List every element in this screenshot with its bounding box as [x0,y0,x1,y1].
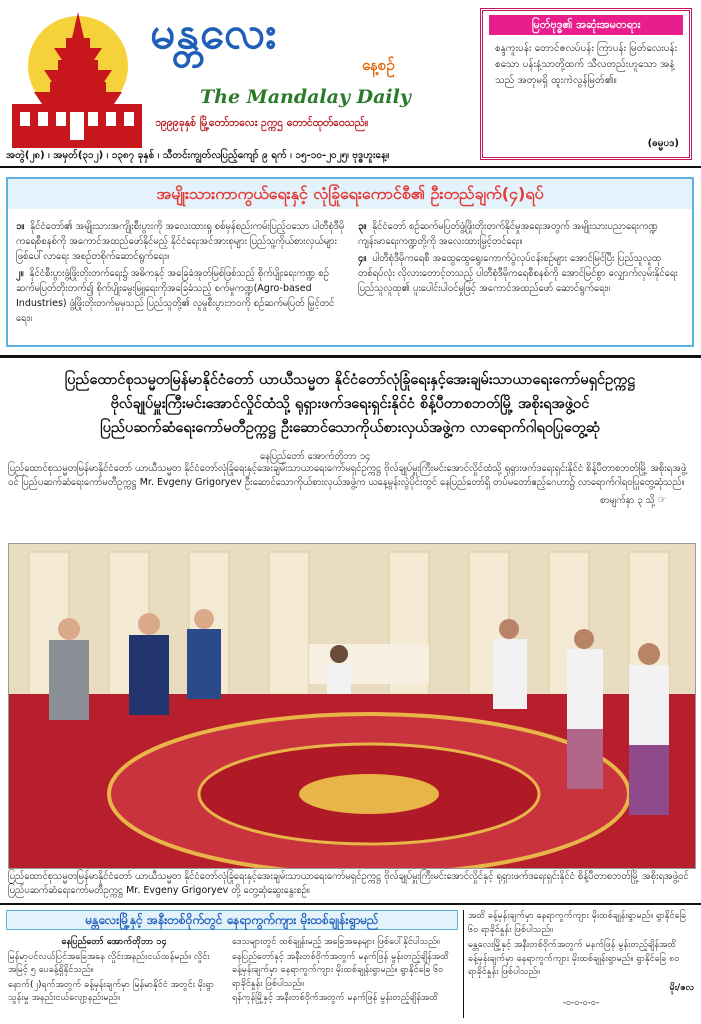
weather-paragraph: နောက်(၂)ရက်အတွက် ခန့်မှန်းချက်မှာ မြန်မာနိုင်ငံ အတွင်း မိုးရွာသွန်းမှု အနည်းငယ်လျော့နည်းမည်။ [8,979,215,1003]
buddha-teaching-title: မြတ်ဗုဒ္ဓ၏ အဆုံးအမတရား [489,15,683,35]
divider [0,166,701,168]
palace-logo-icon [6,8,146,158]
objectives-box [6,177,694,347]
headline-line: ပြည်ပဆက်ဆံရေးကော်မတီဥက္ကဋ္ဌ ဦးဆောင်သောကိုယ်စားလှယ်အဖွဲ့က လာရောက်ဂါရဝပြုတွေ့ဆုံ [100,420,600,436]
weather-paragraph: မန္တလေးမြို့နှင့် အနီးတစ်ဝိုက်အတွက် မနက်ဖြန် မွန်းတည့်ချိန်အထိ ခန့်မှန်းချက်မှာ နေရာကွက်ကျား မိုးထစ်ချုန်းရွာမည်။ ရွာနိုင်ခြေ ၈၀ ရာခိုင်နှုန်း ဖြစ်ပါသည်။ [468,940,680,977]
weather-column-3 [468,910,694,1013]
objective-item: ၃။ နိုင်ငံတော် စဉ်ဆက်မပြတ်ဖွံ့ဖြိုးတိုးတက်နိုင်မှုအရေးအတွက် အမျိုးသားပညာရေးကဏ္ဍ ကျန်းမာရေးကဏ္ဍတို့ကို အလေးထားမြှင့်တင်ရေး။ [358,221,658,247]
objective-item: ၄။ ပါတီစုံဒီမိုကရေစီ အထွေထွေရွေးကောက်ပွဲလုပ်ငန်းစဉ်များ အောင်မြင်ပြီး ပြည်သူလူထုတစ်ရပ်လုံး လိုလားတောင့်တသည့် ပါတီစုံဒီမိုကရေစီစနစ်ကို အောင်မြင်စွာ လျှောက်လှမ်းနိုင်ရေး ပြည်သူလူထု၏ ပူးပေါင်းပါဝင်မှုဖြင့် အကောင်အထည်ဖော် ဆောင်ရွက်ရေး။ [358,253,678,294]
continued-link[interactable]: စာမျက်နှာ ၃ သို့ ☞ [600,495,667,506]
divider [0,355,701,358]
weather-credit: မိုး/ဇလ [669,982,694,993]
weather-dateline: နေပြည်တော် အောက်တိုဘာ ၁၄ [61,937,167,947]
weather-paragraph: ဒေသများတွင် ထစ်ချုန်းမည့် အခြေအနေများ ဖြစ်ပေါ်နိုင်ပါသည်။ [232,937,440,947]
weather-paragraph: မြန်မာ့ပင်လယ်ပြင်အခြေအနေ လှိုင်းအနည်းငယ်ထန်မည်။ လှိုင်းအမြင့် ၅ ပေခန့်ရှိနိုင်သည်။ [8,951,210,975]
weather-paragraph: ရန်ကုန်မြို့နှင့် အနီးတစ်ဝိုက်အတွက် မနက်ဖြန် မွန်းတည့်ချိန်အထိ [232,993,438,1003]
buddha-teaching-text: စန္ဒကူးပန်း တောင်ဇလပ်ပန်း ကြာပန်း မြတ်လေးပန်း စသော ပန်းနံ့သာတို့ထက် သီလတည်းဟူသော အနံ့သည် အတုမရှိ ထူးကဲလွန်မြတ်၏။ [495,43,678,86]
byline: နေပြည်တော် အောက်တိုဘာ ၁၄ [260,451,371,462]
headline-line: ဗိုလ်ချုပ်မှူးကြီးမင်းအောင်လှိုင်ထံသို့ ရုရှားဖက်ဒရေးရှင်းနိုင်ငံ စိန့်ပီတာစဘတ်မြို့ အစိုးရအဖွဲ့ဝင် [110,396,590,412]
divider [0,903,701,905]
meeting-photo [8,543,696,869]
weather-column-1 [8,936,220,1007]
buddha-teaching-source: (ဓမ္မပဒ) [647,138,679,149]
photo-caption: ပြည်ထောင်စုသမ္မတမြန်မာနိုင်ငံတော် ယာယီသမ္မတ နိုင်ငံတော်လုံခြုံရေးနှင့်အေးချမ်းသာယာရေးကော်မရှင်ဥက္ကဋ္ဌ ဗိုလ်ချုပ်မှူးကြီးမင်းအောင်လှိုင်နှင့် ရုရှားဖက်ဒရေးရှင်းနိုင်ငံ စိန့်ပီတာစဘတ်မြို့ အစိုးရအဖွဲ့ဝင် ပြည်ပဆက်ဆံရေးကော်မတီဥက္ကဋ္ဌ Mr. Evgeny Grigoryev တို့ တွေ့ဆုံဆွေးနွေးစဉ်။ [8,871,689,896]
buddha-teaching-box [480,8,692,160]
masthead-subtitle: နေ့စဉ် [362,56,395,74]
objectives-right-column [358,219,684,298]
weather-title: မန္တလေးမြို့နှင့် အနီးတစ်ဝိုက်တွင် နေရာကွက်ကျား မိုးထစ်ချုန်းရွာမည် [6,910,458,930]
lead-paragraph: ပြည်ထောင်စုသမ္မတမြန်မာနိုင်ငံတော် ယာယီသမ္မတ နိုင်ငံတော်လုံခြုံရေးနှင့်အေးချမ်းသာယာရေးကော်မရှင်ဥက္ကဋ္ဌ ဗိုလ်ချုပ်မှူးကြီးမင်းအောင်လှိုင်ထံသို့ ရုရှားဖက်ဒရေးရှင်းနိုင်ငံ စိန့်ပီတာစဘတ်မြို့ အစိုးရအဖွဲ့ဝင် ပြည်ပဆက်ဆံရေးကော်မတီဥက္ကဋ္ဌ Mr. Evgeny Grigoryev ဦးဆောင်သောကိုယ်စားလှယ်အဖွဲ့က ယနေ့မွန်းလွဲပိုင်းတွင် နေပြည်တော်ရှိ တပ်မတော်ဧည့်ဂေဟာ၌ လာရောက်ဂါရဝပြုတွေ့ဆုံသည်။ [8,463,687,488]
weather-paragraph: နေပြည်တော်နှင့် အနီးတစ်ဝိုက်အတွက် မနက်ဖြန် မွန်းတည့်ချိန်အထိ ခန့်မှန်းချက်မှာ နေရာကွက်ကျား မိုးထစ်ချုန်းရွာမည်။ ရွာနိုင်ခြေ ၆၀ ရာခိုင်နှုန်း ဖြစ်ပါသည်။ [232,951,449,989]
headline-line: ပြည်ထောင်စုသမ္မတမြန်မာနိုင်ငံတော် ယာယီသမ္မတ နိုင်ငံတော်လုံခြုံရေးနှင့်အေးချမ်းသာယာရေးကော်မရှင်ဥက္ကဋ္ဌ [64,372,636,388]
objectives-left-column [16,219,346,328]
objective-item: ၁။ နိုင်ငံတော်၏ အမျိုးသားအကျိုးစီးပွားကို အလေးထားရှု စစ်မှန်စည်းကမ်းပြည့်ဝသော ပါတီစုံဒီမိုကရေစီစနစ်ကို အကောင်အထည်ဖော်နိုင်မည့် နိုင်ငံရေးအင်အားစုများ ပြည်သူ့ကိုယ်စားလှယ်များဖြစ်ပေါ်လာရေး အစဉ်တစိုက်ဆောင်ရွက်ရေး။ [16,221,345,262]
objectives-title: အမျိုးသားကာကွယ်ရေးနှင့် လုံခြုံရေးကောင်စီ၏ ဦးတည်ချက်(၄)ရပ် [8,179,692,209]
column-divider [463,910,464,1018]
masthead-english-title: The Mandalay Daily [200,86,411,108]
founder-line: ၁၉၉၉ခုနှစ် မြို့တော်ဘလေး ဥက္ကဌ တောင်ထုတ်ဝေသည်။ [155,117,369,129]
main-headline [6,368,694,440]
weather-column-2 [232,936,456,1007]
issue-line: အတွဲ(၂၈) ၊ အမှတ်(၃၁၂) ၊ ၁၃၈၇ ခုနှစ် ၊ သီတင်းကျွတ်လပြည့်ကျော် ၉ ရက် ၊ ၁၅-၁၀-၂၀၂၅၊ ဗုဒ္ဓဟူးနေ့။ [6,150,390,161]
objective-item: ၂။ နိုင်ငံစီးပွားဖွံ့ဖြိုးတိုးတက်ရေး၌ အဓိကနှင့် အခြေခံအုတ်မြစ်ဖြစ်သည့် စိုက်ပျိုးရေးကဏ္ဍ စဉ်ဆက်မပြတ်တိုးတက်၍ စိုက်ပျိုးမွေးမြူရေးကိုအခြေခံသည့် စက်မှုကဏ္ဍ(Agro-based Industries) ဖွံ့ဖြိုးတိုးတက်မှုမှသည် ပြည်သူတို့၏ လူမှုစီးပွားဘဝကို စဉ်ဆက်မပြတ် မြှင့်တင်ရေး။ [16,268,335,324]
masthead-title: မန္တလေး [150,8,278,59]
end-mark: -၀-၀-၀-၀- [562,998,600,1008]
weather-section [6,910,458,1020]
weather-paragraph: အထိ ခန့်မှန်းချက်မှာ နေရာကွက်ကျား မိုးထစ်ချုန်းရွာမည်။ ရွာနိုင်ခြေ ၆၀ ရာခိုင်နှုန်း ဖြစ်ပါသည်။ [468,911,687,935]
